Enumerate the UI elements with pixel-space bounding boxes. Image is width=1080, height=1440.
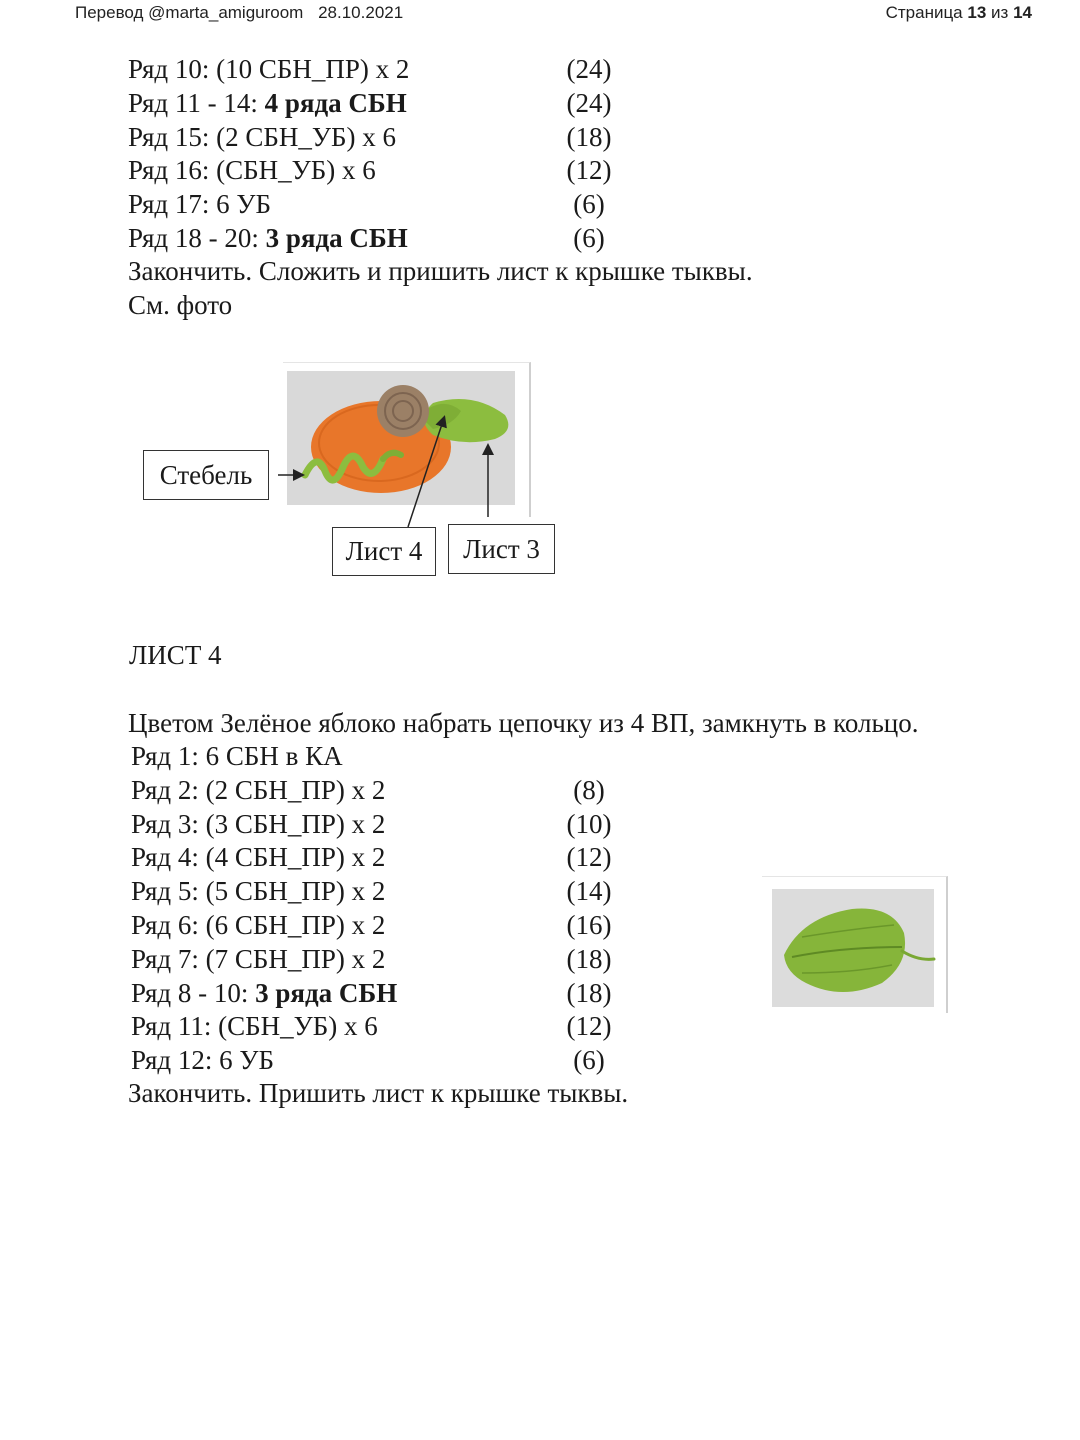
callout-leaf-3: Лист 3 — [448, 524, 555, 574]
stitch-count: (6) — [573, 189, 605, 220]
row-prefix: Ряд 18 - 20: — [128, 223, 266, 253]
row-instruction-bold: 3 ряда СБН — [265, 223, 408, 253]
row-prefix: Ряд 5: — [131, 876, 206, 907]
stitch-count: (6) — [573, 223, 605, 253]
row-prefix: Ряд 7: — [131, 943, 206, 974]
pattern-row — [131, 739, 343, 773]
row-instruction: (3 СБН_ПР) х 2 — [205, 808, 386, 839]
row-prefix: Ряд 4: — [131, 842, 206, 873]
row-instruction: (4 СБН_ПР) х 2 — [205, 842, 386, 873]
row-prefix: Ряд 6: — [131, 910, 206, 940]
row-instruction: (7 СБН_ПР) х 2 — [205, 943, 386, 974]
page-word: Страница — [885, 3, 963, 22]
stitch-count: (18) — [566, 121, 612, 152]
page-total: 14 — [1013, 3, 1032, 22]
stitch-count: (12) — [566, 155, 612, 186]
row-instruction-bold: 3 ряда СБН — [255, 977, 398, 1008]
pattern-row — [131, 807, 385, 841]
stitch-count: (24) — [566, 87, 612, 118]
row-instruction: (СБН_УБ) х 6 — [216, 155, 376, 186]
row-instruction: 6 СБН в КА — [205, 741, 343, 771]
pattern-row — [131, 773, 385, 807]
stitch-count: (10) — [566, 808, 612, 839]
page-of: из — [991, 3, 1009, 22]
see-photo-text: См. фото — [128, 290, 233, 320]
row-prefix: Ряд 16: — [128, 155, 217, 186]
row-prefix: Ряд 17: — [128, 189, 217, 220]
stitch-count: (18) — [566, 977, 612, 1008]
pattern-row — [131, 874, 385, 908]
row-prefix: Ряд 10: — [128, 54, 217, 84]
section2-intro: Цветом Зелёное яблоко набрать цепочку из 4 ВП, замкнуть в кольцо. — [128, 708, 919, 738]
callout-stem: Стебель — [143, 450, 269, 500]
row-prefix: Ряд 11: — [131, 1011, 219, 1042]
page-current: 13 — [967, 3, 987, 22]
section1-finish: Закончить. Сложить и пришить лист к крышке тыквы. — [128, 256, 753, 286]
row-instruction: (2 СБН_ПР) х 2 — [205, 774, 386, 805]
row-prefix: Ряд 8 - 10: — [131, 977, 256, 1008]
row-instruction: (2 СБН_УБ) х 6 — [216, 121, 397, 152]
header-date: 28.10.2021 — [318, 3, 404, 22]
stitch-count: (12) — [566, 1011, 612, 1042]
leaf4-arrow — [408, 418, 444, 527]
pattern-row — [131, 1009, 378, 1043]
row-instruction: (6 СБН_ПР) х 2 — [205, 910, 386, 940]
row-instruction-bold: 4 ряда СБН — [264, 87, 407, 118]
pattern-row — [131, 1043, 274, 1077]
section2-finish: Закончить. Пришить лист к крышке тыквы. — [128, 1078, 629, 1108]
row-prefix: Ряд 3: — [131, 808, 206, 839]
row-instruction: 6 УБ — [216, 189, 272, 220]
translator-credit: Перевод @marta_amiguroom — [75, 3, 304, 22]
row-instruction: (СБН_УБ) х 6 — [218, 1011, 378, 1042]
stitch-count: (16) — [566, 910, 612, 940]
callout-leaf-4: Лист 4 — [332, 527, 436, 576]
stitch-count: (24) — [566, 54, 612, 84]
stitch-count: (14) — [566, 876, 612, 907]
row-prefix: Ряд 1: — [131, 741, 206, 771]
stitch-count: (18) — [566, 943, 612, 974]
stitch-count: (12) — [566, 842, 612, 873]
row-instruction: (10 СБН_ПР) х 2 — [216, 54, 410, 84]
stitch-count: (6) — [573, 1045, 605, 1076]
row-prefix: Ряд 12: — [131, 1045, 220, 1076]
pattern-row — [131, 976, 397, 1010]
leaf-photo — [762, 876, 948, 1013]
pattern-row — [131, 840, 385, 874]
row-prefix: Ряд 2: — [131, 774, 206, 805]
pattern-row — [131, 942, 385, 976]
row-instruction: 6 УБ — [219, 1045, 275, 1076]
row-prefix: Ряд 15: — [128, 121, 217, 152]
row-prefix: Ряд 11 - 14: — [128, 87, 265, 118]
section2-heading: ЛИСТ 4 — [129, 640, 222, 670]
leaf-illustration — [762, 877, 946, 1013]
stitch-count: (8) — [573, 774, 605, 805]
row-instruction: (5 СБН_ПР) х 2 — [205, 876, 386, 907]
pattern-row — [131, 908, 385, 942]
